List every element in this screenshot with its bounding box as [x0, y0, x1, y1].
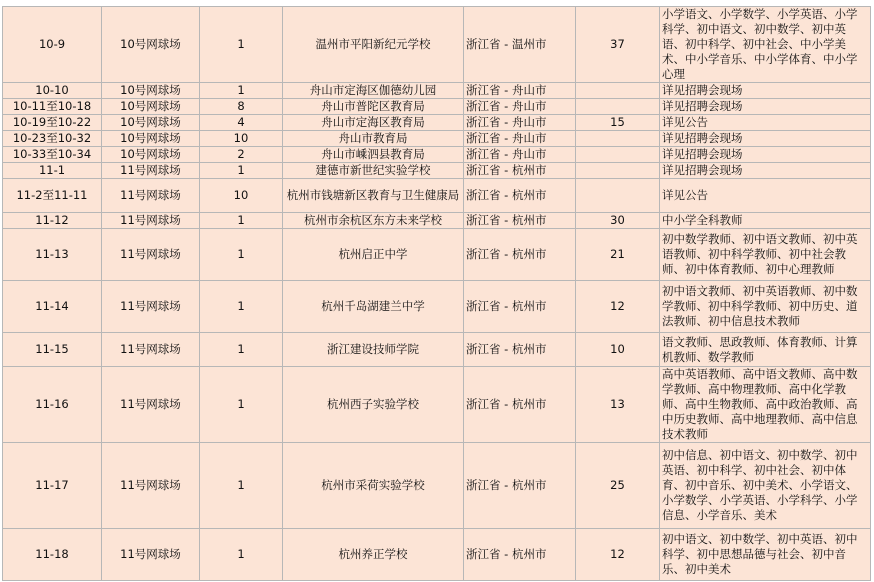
booth-cell: 11-14: [3, 281, 102, 333]
region-cell: 浙江省 - 杭州市: [464, 179, 576, 213]
venue-cell: 10号网球场: [102, 83, 200, 99]
count-cell: 1: [200, 213, 283, 229]
org-cell: 杭州西子实验学校: [283, 367, 464, 443]
venue-cell: 11号网球场: [102, 229, 200, 281]
count-cell: 1: [200, 333, 283, 367]
subjects-cell: 详见公告: [660, 179, 871, 213]
table-row: [3, 333, 871, 367]
count-cell: 1: [200, 83, 283, 99]
region-cell: 浙江省 - 杭州市: [464, 443, 576, 529]
booth-cell: 10-19至10-22: [3, 115, 102, 131]
positions-cell: 13: [576, 367, 660, 443]
org-cell: 舟山市定海区教育局: [283, 115, 464, 131]
booth-cell: 11-2至11-11: [3, 179, 102, 213]
region-cell: 浙江省 - 舟山市: [464, 83, 576, 99]
positions-cell: 10: [576, 333, 660, 367]
org-cell: 舟山市普陀区教育局: [283, 99, 464, 115]
region-cell: 浙江省 - 舟山市: [464, 99, 576, 115]
count-cell: 1: [200, 529, 283, 581]
subjects-cell: 初中语文教师、初中英语教师、初中数学教师、初中科学教师、初中历史、道法教师、初中信息技术教师: [660, 281, 871, 333]
recruitment-table-wrapper: [2, 6, 871, 581]
booth-cell: 11-16: [3, 367, 102, 443]
booth-cell: 10-10: [3, 83, 102, 99]
venue-cell: 10号网球场: [102, 7, 200, 83]
org-cell: 杭州市采荷实验学校: [283, 443, 464, 529]
table-row: [3, 179, 871, 213]
table-row: [3, 213, 871, 229]
subjects-cell: 详见招聘会现场: [660, 147, 871, 163]
subjects-cell: 小学语文、小学数学、小学英语、小学科学、初中语文、初中数学、初中英语、初中科学、初中社会、中小学美术、中小学音乐、中小学体育、中小学心理: [660, 7, 871, 83]
booth-cell: 10-33至10-34: [3, 147, 102, 163]
region-cell: 浙江省 - 杭州市: [464, 333, 576, 367]
positions-cell: 21: [576, 229, 660, 281]
booth-cell: 10-11至10-18: [3, 99, 102, 115]
subjects-cell: 初中信息、初中语文、初中数学、初中英语、初中科学、初中社会、初中体育、初中音乐、初中美术、小学语文、小学数学、小学英语、小学科学、小学信息、小学音乐、美术: [660, 443, 871, 529]
booth-cell: 11-15: [3, 333, 102, 367]
table-row: [3, 163, 871, 179]
venue-cell: 11号网球场: [102, 333, 200, 367]
table-row: [3, 115, 871, 131]
table-row: [3, 131, 871, 147]
org-cell: 建德市新世纪实验学校: [283, 163, 464, 179]
subjects-cell: 初中数学教师、初中语文教师、初中英语教师、初中科学教师、初中社会教师、初中体育教师、初中心理教师: [660, 229, 871, 281]
table-row: [3, 147, 871, 163]
org-cell: 浙江建设技师学院: [283, 333, 464, 367]
table-row: [3, 99, 871, 115]
region-cell: 浙江省 - 杭州市: [464, 213, 576, 229]
count-cell: 1: [200, 281, 283, 333]
region-cell: 浙江省 - 杭州市: [464, 229, 576, 281]
count-cell: 1: [200, 367, 283, 443]
region-cell: 浙江省 - 杭州市: [464, 281, 576, 333]
table-row: [3, 281, 871, 333]
booth-cell: 10-9: [3, 7, 102, 83]
table-row: [3, 229, 871, 281]
subjects-cell: 初中语文、初中数学、初中英语、初中科学、初中思想品德与社会、初中音乐、初中美术: [660, 529, 871, 581]
subjects-cell: 详见招聘会现场: [660, 131, 871, 147]
venue-cell: 10号网球场: [102, 131, 200, 147]
region-cell: 浙江省 - 舟山市: [464, 147, 576, 163]
positions-cell: [576, 163, 660, 179]
positions-cell: 37: [576, 7, 660, 83]
venue-cell: 10号网球场: [102, 99, 200, 115]
count-cell: 1: [200, 229, 283, 281]
table-row: [3, 443, 871, 529]
count-cell: 4: [200, 115, 283, 131]
count-cell: 2: [200, 147, 283, 163]
org-cell: 杭州启正中学: [283, 229, 464, 281]
org-cell: 杭州市余杭区东方未来学校: [283, 213, 464, 229]
booth-cell: 11-17: [3, 443, 102, 529]
subjects-cell: 中小学全科教师: [660, 213, 871, 229]
org-cell: 温州市平阳新纪元学校: [283, 7, 464, 83]
booth-cell: 10-23至10-32: [3, 131, 102, 147]
booth-cell: 11-13: [3, 229, 102, 281]
org-cell: 舟山市教育局: [283, 131, 464, 147]
region-cell: 浙江省 - 舟山市: [464, 131, 576, 147]
subjects-cell: 语文教师、思政教师、体育教师、计算机教师、数学教师: [660, 333, 871, 367]
venue-cell: 10号网球场: [102, 115, 200, 131]
venue-cell: 11号网球场: [102, 179, 200, 213]
recruitment-table: [2, 6, 871, 581]
count-cell: 1: [200, 7, 283, 83]
positions-cell: 15: [576, 115, 660, 131]
table-body: [3, 7, 871, 581]
positions-cell: [576, 179, 660, 213]
booth-cell: 11-1: [3, 163, 102, 179]
region-cell: 浙江省 - 杭州市: [464, 367, 576, 443]
table-row: [3, 83, 871, 99]
venue-cell: 11号网球场: [102, 443, 200, 529]
positions-cell: [576, 99, 660, 115]
positions-cell: 30: [576, 213, 660, 229]
region-cell: 浙江省 - 舟山市: [464, 115, 576, 131]
subjects-cell: 详见公告: [660, 115, 871, 131]
count-cell: 8: [200, 99, 283, 115]
subjects-cell: 高中英语教师、高中语文教师、高中数学教师、高中物理教师、高中化学教师、高中生物教师、高中政治教师、高中历史教师、高中地理教师、高中信息技术教师: [660, 367, 871, 443]
table-row: [3, 529, 871, 581]
venue-cell: 11号网球场: [102, 163, 200, 179]
positions-cell: 25: [576, 443, 660, 529]
subjects-cell: 详见招聘会现场: [660, 163, 871, 179]
count-cell: 1: [200, 163, 283, 179]
positions-cell: [576, 83, 660, 99]
positions-cell: 12: [576, 281, 660, 333]
org-cell: 杭州千岛湖建兰中学: [283, 281, 464, 333]
org-cell: 舟山市定海区伽德幼儿园: [283, 83, 464, 99]
venue-cell: 11号网球场: [102, 367, 200, 443]
booth-cell: 11-12: [3, 213, 102, 229]
count-cell: 10: [200, 179, 283, 213]
count-cell: 1: [200, 443, 283, 529]
org-cell: 舟山市嵊泗县教育局: [283, 147, 464, 163]
positions-cell: [576, 131, 660, 147]
region-cell: 浙江省 - 杭州市: [464, 529, 576, 581]
subjects-cell: 详见招聘会现场: [660, 83, 871, 99]
venue-cell: 11号网球场: [102, 281, 200, 333]
org-cell: 杭州市钱塘新区教育与卫生健康局: [283, 179, 464, 213]
table-row: [3, 367, 871, 443]
venue-cell: 11号网球场: [102, 529, 200, 581]
org-cell: 杭州养正学校: [283, 529, 464, 581]
region-cell: 浙江省 - 温州市: [464, 7, 576, 83]
booth-cell: 11-18: [3, 529, 102, 581]
venue-cell: 11号网球场: [102, 213, 200, 229]
subjects-cell: 详见招聘会现场: [660, 99, 871, 115]
table-row: [3, 7, 871, 83]
positions-cell: 12: [576, 529, 660, 581]
count-cell: 10: [200, 131, 283, 147]
positions-cell: [576, 147, 660, 163]
region-cell: 浙江省 - 杭州市: [464, 163, 576, 179]
venue-cell: 10号网球场: [102, 147, 200, 163]
